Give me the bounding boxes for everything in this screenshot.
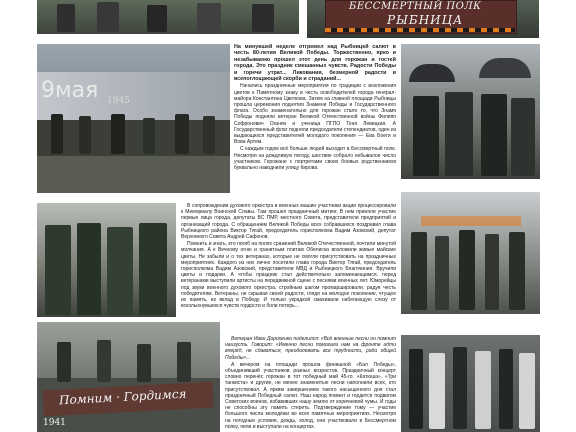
figure: [459, 230, 475, 310]
photo-military-officers: [37, 203, 176, 317]
figure: [45, 225, 71, 315]
band-row: [37, 156, 230, 193]
date-sign-text: 9мая: [41, 78, 99, 103]
year-sign-text: 1945: [107, 96, 130, 106]
figure: [499, 349, 513, 429]
figure: [409, 349, 423, 429]
article-bottom-column: [225, 336, 396, 431]
photo-marching-column: [401, 192, 540, 314]
figure: [177, 342, 191, 382]
banner-city-text: РЫБНИЦА: [387, 13, 464, 27]
figure: [97, 340, 111, 382]
article-paragraph: С каждым годом всё больше людей выходит в Бессмертный полк. Несмотря на дождливую погоду, шествие собрало небывалое число участников. Горожане с портретами своих боевых родственников буквально наводнили улицу Кирова.: [234, 146, 396, 172]
figure: [79, 116, 91, 154]
figure: [411, 232, 427, 310]
figure: [485, 234, 499, 310]
ribbon-banner: [421, 216, 521, 226]
article-paragraph: Помнить и знать, кто погиб на полях сражений Великой Отечественной, почтили минутой молчания. А к Вечному огню и гранитным плитам Обелиска возложили живые майские цветы. Не забыли и о тех ветеранах, которые не смогли присутствовать на праздничных мероприятиях. Каждого из них лично посетили глава города Виктор Тягай, председатель горисполкома Вадим Азовский, представители МВД и Рыбницкого Благочиния. Вручили цветы и подарки. А чтобы праздник стал действительно запоминающимся, перед ветеранами выступили артисты на передвижной сцене с песнями военных лет. Юморейцы под звуки военного духового оркестра, стройным шагом промаршировали, радуя честь победителям. Ветераны, не скрывая своей радости, глядя на молодое поколение, чтущее их память, их вклад в Победу. И только украдкой смахивали набегающую слезу от всколыхнувшихся чувств гордости и боли потерь...: [181, 241, 396, 310]
figure: [475, 351, 491, 429]
photo-veterans-umbrellas: [401, 44, 540, 179]
figure: [481, 94, 507, 176]
figure: [57, 4, 75, 32]
figure: [197, 3, 221, 33]
st-george-ribbon: [325, 28, 515, 32]
figure: [137, 344, 151, 382]
photo-immortal-regiment-banner: [307, 0, 539, 38]
figure: [107, 227, 133, 315]
banner-year-text: 1941: [43, 418, 66, 428]
figure: [511, 98, 535, 176]
article-paragraph: Начались праздничные мероприятия по традиции с возложения цветов к Памятному знаку в честь освободителей города генерал-майора Константина Цветкова. Затем на главной площади Рыбницы прошла церемония поднятия Знамени Победы и Государственного флага. Особо знаменательно для горожан стало то, что Знамя Победы подняли ветеран Великой Отечественной войны Филипп Софронович Оганян и ученица ПГПО Тоня Левицкая. А Государственный флаг подняли председатели степендиатов, один из выдающихся представителей молодого поколения — Ева Боеги и Вова Артем.: [234, 83, 396, 146]
photo-victory-ball-dancers: [401, 335, 540, 432]
figure: [519, 353, 535, 429]
banner-title-text: БЕССМЕРТНЫЙ ПОЛК: [349, 1, 482, 12]
article-main-column: [181, 203, 396, 310]
figure: [453, 347, 467, 429]
article-top-column: [234, 44, 396, 172]
article-quote: Ветеран Иван Дорохенко поделился: «Всё военные песни он помнит наизусть. Говорит: «Именно песни помогали нам на фронте идти вперёд, не сдаваться, преодолевать все трудности, ради общей Победы»...: [225, 336, 396, 361]
figure: [445, 92, 473, 176]
figure: [139, 223, 167, 315]
photo-stage-9-may: [37, 44, 230, 193]
umbrella: [409, 64, 455, 82]
figure: [143, 118, 155, 154]
article-lead: На минувшей неделе отгремел над Рыбницей салют в честь 80-летия Великой Победы. Торжественно, ярко и незабываемо прошел этот день для горожан и гостей города. Это праздник смешанных чувств. Радости Победы и горечи утрат... Ликования, безмерной радости и всепоглощающей скорби и страданий...: [234, 44, 396, 83]
article-paragraph: В сопровождении духового оркестра и военных машин участники акции процессировали к Мемориалу Воинской Славы. Там прошел праздничный митинг. В нем приняли участие первые лица города, депутаты ВС ПМР, местного Совета, представители предприятий и организаций города. С обращением Великой Победы всех собравшихся поздравил глава Рыбницкого района Виктор Тягай, председатель горисполкома Вадим Азовский, депутат Верховного Совета Андрей Сафонов.: [181, 203, 396, 241]
figure: [413, 96, 439, 176]
figure: [97, 2, 119, 32]
figure: [111, 114, 125, 154]
figure: [435, 236, 449, 310]
banner-remember-text: Помним · Гордимся: [58, 386, 187, 408]
photo-remember-banner: [37, 322, 220, 432]
figure: [203, 116, 215, 154]
figure: [51, 114, 63, 154]
figure: [509, 232, 525, 310]
umbrella: [479, 58, 531, 78]
figure: [147, 5, 167, 32]
figure: [429, 353, 445, 429]
figure: [252, 4, 274, 32]
figure: [77, 223, 101, 315]
figure: [175, 114, 189, 154]
article-paragraph: А вечером на площади прошла финишной «Бал Победы», объединивший участников разных возрастов. Праздничный концерт словно перенёс горожан в тот победный май 45-го. «Катюша», «Три танкиста» и другие, не менее знаменитые песни наполнили всех, кто присутствовал. А ярким завершением такого насыщенного дня стал праздничный Победный салют. Наш народ помнит и гордится подвигом Советских воинов, избавивших нашу землю от коричневой чумы. И годы не способны эту память стереть. Подтверждение тому — участие большого числа молодёжи во всех памятных мероприятиях. Несмотря на погодные условия, дождь, холод, они участвовали в Бессмертном полку, пели и выступали на концертах.: [225, 361, 396, 430]
figure: [57, 342, 71, 382]
photo-parade-top-left: [37, 0, 299, 34]
